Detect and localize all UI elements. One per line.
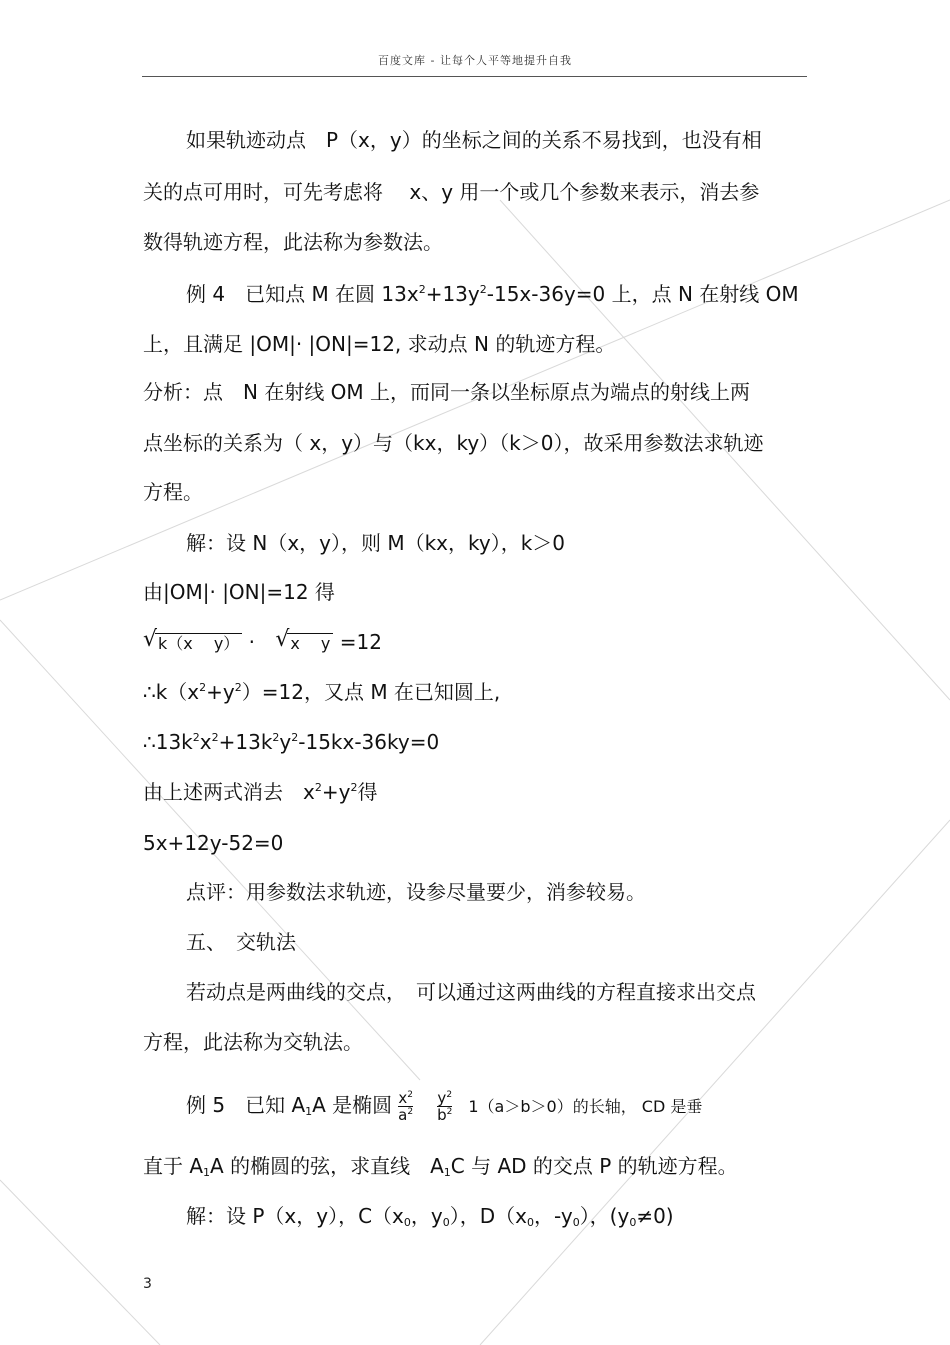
text: 解：设 P（x，y），C（x (186, 1204, 404, 1228)
numerator: y (437, 1089, 447, 1107)
paragraph-line: 方程。 (143, 480, 203, 504)
exponent: 2 (234, 681, 242, 694)
exponent: 2 (211, 731, 219, 744)
paragraph-line: 如果轨迹动点 P（x，y）的坐标之间的关系不易找到，也没有相 (186, 128, 762, 152)
exponent: 2 (272, 731, 280, 744)
numerator: x (398, 1089, 408, 1107)
exponent: 2 (446, 1107, 453, 1117)
denominator: b (437, 1106, 447, 1124)
subscript: 1 (443, 1166, 451, 1179)
equation-line (143, 680, 500, 704)
text: 得 (357, 780, 378, 804)
exponent: 2 (314, 781, 322, 794)
exponent: 2 (199, 681, 207, 694)
paragraph-line: 点坐标的关系为（ x，y）与（kx，ky）（k＞0），故采用参数法求轨迹 (143, 431, 764, 455)
text: ≠0) (636, 1204, 674, 1228)
text: A 是椭圆 (312, 1093, 393, 1117)
paragraph-line: 方程，此法称为交轨法。 (143, 1030, 363, 1054)
comment-line: 点评：用参数法求轨迹，设参尽量要少，消参较易。 (186, 880, 646, 904)
exponent: 2 (350, 781, 358, 794)
text: ，y (410, 1204, 443, 1228)
paragraph-line: 若动点是两曲线的交点， 可以通过这两曲线的方程直接求出交点 (186, 980, 756, 1004)
subscript: 1 (305, 1105, 313, 1118)
subscript: 0 (572, 1216, 580, 1229)
paragraph-line (143, 1154, 738, 1178)
example-5-line (186, 1090, 702, 1123)
text: -15x-36y=0 上，点 N 在射线 OM (486, 282, 799, 306)
text: 例 4 已知点 M 在圆 13x (186, 282, 419, 306)
section-heading: 五、 交轨法 (186, 930, 296, 954)
solution-line: 解：设 N（x，y），则 M（kx，ky），k＞0 (186, 531, 566, 555)
radicand: k（x y） (155, 633, 242, 653)
text: ），(y (579, 1204, 630, 1228)
text: ∴13k (143, 730, 193, 754)
sqrt-expression (275, 627, 333, 656)
page-header: 百度文库 - 让每个人平等地提升自我 (378, 54, 572, 67)
exponent: 2 (446, 1090, 453, 1100)
subscript: 1 (203, 1166, 211, 1179)
equation-line (143, 730, 439, 754)
paragraph-line: 上，且满足 |OM|· |ON|=12, 求动点 N 的轨迹方程。 (143, 332, 616, 356)
fraction-x2-a2 (398, 1090, 413, 1123)
solution-line (186, 1204, 674, 1228)
example-4-line (186, 282, 799, 306)
radical-sign: √ (275, 627, 290, 652)
paragraph-line: 关的点可用时，可先考虑将 x、y 用一个或几个参数来表示，消去参 (143, 180, 760, 204)
header-divider (142, 76, 807, 77)
exponent: 2 (407, 1090, 413, 1100)
text: 例 5 已知 A (186, 1093, 306, 1117)
text: A 的椭圆的弦，求直线 A (210, 1154, 444, 1178)
fraction-y2-b2 (437, 1090, 452, 1123)
text: C 与 AD 的交点 P 的轨迹方程。 (450, 1154, 738, 1178)
text: y (279, 730, 292, 754)
subscript: 0 (526, 1216, 534, 1229)
page-number: 3 (143, 1276, 152, 1292)
equals-value: =12 (339, 630, 382, 654)
exponent: 2 (291, 731, 299, 744)
text: +y (321, 780, 351, 804)
paragraph-line: 由|OM|· |ON|=12 得 (143, 580, 335, 604)
sqrt-expression (143, 627, 242, 656)
subscript: 0 (403, 1216, 411, 1229)
dot-operator: · (248, 630, 256, 654)
equation-line: 5x+12y-52=0 (143, 831, 284, 855)
exponent: 2 (192, 731, 200, 744)
text: +13y (425, 282, 480, 306)
text: ∴k（x (143, 680, 200, 704)
text: 1（a＞b＞0）的长轴， CD 是垂 (468, 1097, 703, 1116)
text: -15kx-36ky=0 (298, 730, 440, 754)
text: x (199, 730, 212, 754)
text: +y (206, 680, 235, 704)
denominator: a (398, 1106, 408, 1124)
equation-line (143, 780, 377, 804)
text: 直于 A (143, 1154, 204, 1178)
text: ），D（x (449, 1204, 527, 1228)
exponent: 2 (479, 283, 487, 296)
radicand: x y (287, 633, 333, 653)
exponent: 2 (407, 1107, 414, 1117)
paragraph-line: 数得轨迹方程，此法称为参数法。 (143, 230, 443, 254)
subscript: 0 (442, 1216, 450, 1229)
text: ）=12，又点 M 在已知圆上, (241, 680, 501, 704)
exponent: 2 (418, 283, 426, 296)
text: +13k (218, 730, 273, 754)
radical-sign: √ (143, 627, 158, 652)
analysis-line: 分析：点 N 在射线 OM 上，而同一条以坐标原点为端点的射线上两 (143, 380, 751, 404)
subscript: 0 (629, 1216, 637, 1229)
sqrt-equation-line (143, 627, 382, 656)
text: ，-y (533, 1204, 573, 1228)
text: 由上述两式消去 x (143, 780, 315, 804)
